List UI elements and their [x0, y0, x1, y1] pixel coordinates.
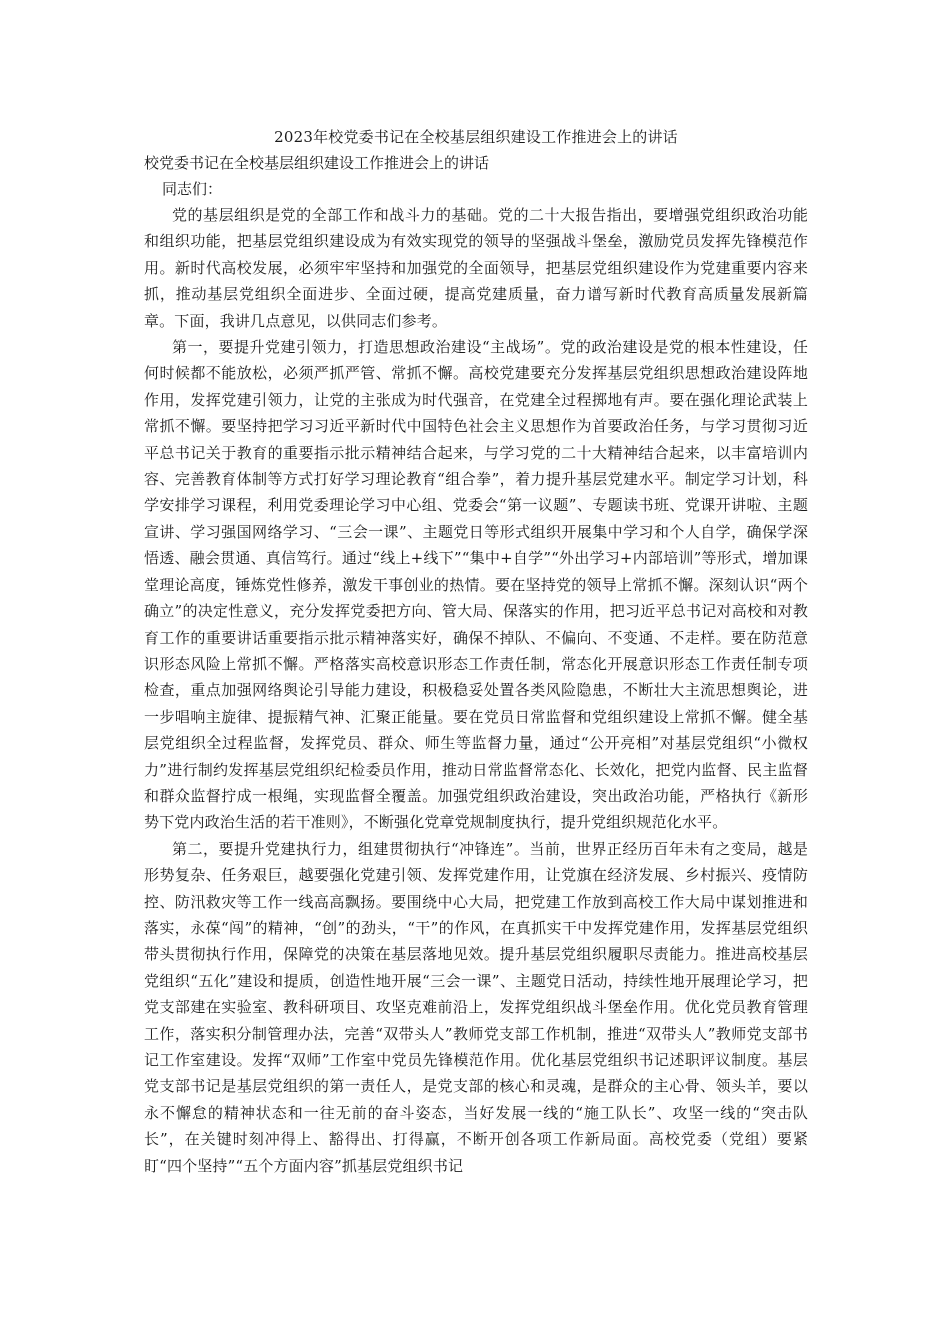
document-subtitle: 校党委书记在全校基层组织建设工作推进会上的讲话: [144, 154, 490, 172]
paragraph-second-point: 第二，要提升党建执行力，组建贯彻执行“冲锋连”。当前，世界正经历百年未有之变局，越是形势复杂、任务艰巨，越要强化党建引领、发挥党建作用，让党旗在经济发展、乡村振兴、疫情防控、防汛救灾等工作一线高高飘扬。要围绕中心大局，把党建工作放到高校工作大局中谋划推进和落实，永葆“闯”的精神，“创”的劲头，“干”的作风，在真抓实干中发挥党建作用，发挥基层党组织带头贯彻执行作用，保障党的决策在基层落地见效。提升基层党组织履职尽责能力。推进高校基层党组织“五化”建设和提质，创造性地开展“三会一课”、主题党日活动，持续性地开展理论学习，把党支部建在实验室、教科研项目、攻坚克难前沿上，发挥党组织战斗堡垒作用。优化党员教育管理工作，落实积分制管理办法，完善“双带头人”教师党支部工作机制，推进“双带头人”教师党支部书记工作室建设。发挥“双师”工作室中党员先锋模范作用。优化基层党组织书记述职评议制度。基层党支部书记是基层党组织的第一责任人，是党支部的核心和灵魂，是群众的主心骨、领头羊，要以永不懈怠的精神状态和一往无前的奋斗姿态，当好发展一线的“施工队长”、攻坚一线的“突击队长”，在关键时刻冲得上、豁得出、打得赢，不断开创各项工作新局面。高校党委（党组）要紧盯“四个坚持”“五个方面内容”抓基层党组织书记: [144, 839, 808, 1175]
paragraph-intro: 党的基层组织是党的全部工作和战斗力的基础。党的二十大报告指出，要增强党组织政治功能和组织功能，把基层党组织建设成为有效实现党的领导的坚强战斗堡垒，激励党员发挥先锋模范作用。新时代高校发展，必须牢牢坚持和加强党的全面领导，把基层党组织建设作为党建重要内容来抓，推动基层党组织全面进步、全面过硬，提高党建质量，奋力谱写新时代教育高质量发展新篇章。下面，我讲几点意见，以供同志们参考。: [144, 206, 808, 330]
greeting: 同志们：: [162, 180, 223, 198]
paragraph-first-point: 第一，要提升党建引领力，打造思想政治建设“主战场”。党的政治建设是党的根本性建设，任何时候都不能放松，必须严抓严管、常抓不懈。高校党建要充分发挥基层党组织思想政治建设阵地作用，发挥党建引领力，让党的主张成为时代强音，在党建全过程掷地有声。要在强化理论武装上常抓不懈。要坚持把学习习近平新时代中国特色社会主义思想作为首要政治任务，与学习贯彻习近平总书记关于教育的重要指示批示精神结合起来，与学习党的二十大精神结合起来，以丰富培训内容、完善教育体制等方式打好学习理论教育“组合拳”，着力提升基层党建水平。制定学习计划，科学安排学习课程，利用党委理论学习中心组、党委会“第一议题”、专题读书班、党课开讲啦、主题宣讲、学习强国网络学习、“三会一课”、主题党日等形式组织开展集中学习和个人自学，确保学深悟透、融会贯通、真信笃行。通过“线上+线下”“集中+自学”“外出学习+内部培训”等形式，增加课堂理论高度，锤炼党性修养，激发干事创业的热情。要在坚持党的领导上常抓不懈。深刻认识“两个确立”的决定性意义，充分发挥党委把方向、管大局、保落实的作用，把习近平总书记对高校和对教育工作的重要讲话重要指示批示精神落实好，确保不掉队、不偏向、不变通、不走样。要在防范意识形态风险上常抓不懈。严格落实高校意识形态工作责任制，常态化开展意识形态工作责任制专项检查，重点加强网络舆论引导能力建设，积极稳妥处置各类风险隐患，不断壮大主流思想舆论，进一步唱响主旋律、提振精气神、汇聚正能量。要在党员日常监督和党组织建设上常抓不懈。健全基层党组织全过程监督，发挥党员、群众、师生等监督力量，通过“公开亮相”对基层党组织“小微权力”进行制约发挥基层党组织纪检委员作用，推动日常监督常态化、长效化，把党内监督、民主监督和群众监督拧成一根绳，实现监督全覆盖。加强党组织政治建设，突出政治功能，严格执行《新形势下党内政治生活的若干准则》，不断强化党章党规制度执行，提升党组织规范化水平。: [144, 338, 808, 832]
document-page: [144, 124, 808, 1179]
document-title: 2023年校党委书记在全校基层组织建设工作推进会上的讲话: [274, 128, 678, 146]
